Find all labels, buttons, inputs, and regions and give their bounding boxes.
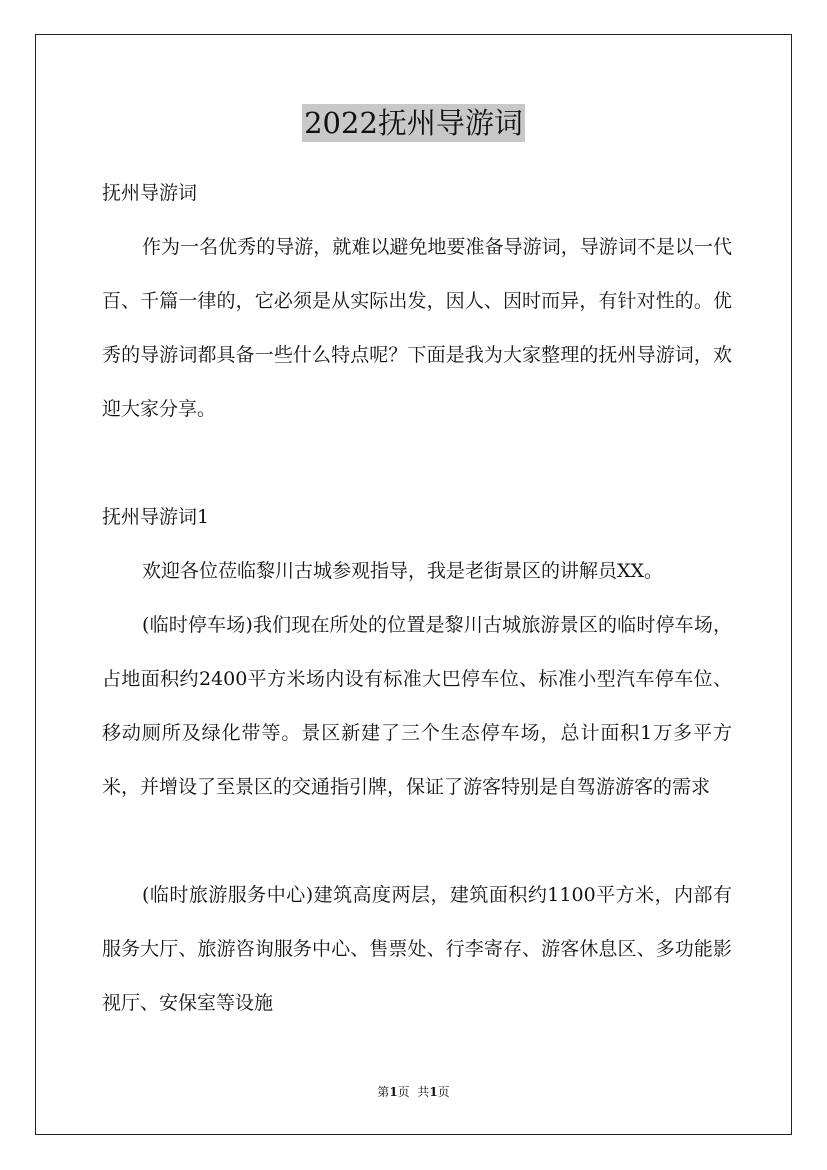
footer-page-mid: 页 共	[397, 1085, 430, 1099]
title-container	[0, 104, 827, 142]
document-title: 2022抚州导游词	[304, 106, 523, 140]
footer-page-prefix: 第	[377, 1085, 390, 1099]
intro-paragraph: 作为一名优秀的导游，就难以避免地要准备导游词，导游词不是以一代百、千篇一律的，它必须是从实际出发，因人、因时而异，有针对性的。优秀的导游词都具备一些什么特点呢？下面是我为大家整理的抚州导游词，欢迎大家分享。	[102, 236, 732, 420]
footer-page-suffix: 页	[437, 1085, 450, 1099]
intro-heading: 抚州导游词	[102, 182, 198, 204]
paragraph-2: (临时停车场)我们现在所处的位置是黎川古城旅游景区的临时停车场，占地面积约2400平方米场内设有标准大巴停车位、标准小型汽车停车位、移动厕所及绿化带等。景区新建了三个生态停车场，总计面积1万多平方米，并增设了至景区的交通指引牌，保证了游客特别是自驾游游客的需求	[102, 614, 732, 798]
paragraph-1: 欢迎各位莅临黎川古城参观指导，我是老街景区的讲解员XX。	[142, 560, 664, 582]
page-footer	[0, 1082, 827, 1102]
paragraph-3: (临时旅游服务中心)建筑高度两层，建筑面积约1100平方米，内部有服务大厅、旅游咨询服务中心、售票处、行李寄存、游客休息区、多功能影视厅、安保室等设施	[102, 884, 732, 1014]
footer-page-number: 1	[389, 1085, 398, 1099]
section-1-heading: 抚州导游词1	[102, 506, 210, 528]
footer-page-total: 1	[429, 1085, 438, 1099]
